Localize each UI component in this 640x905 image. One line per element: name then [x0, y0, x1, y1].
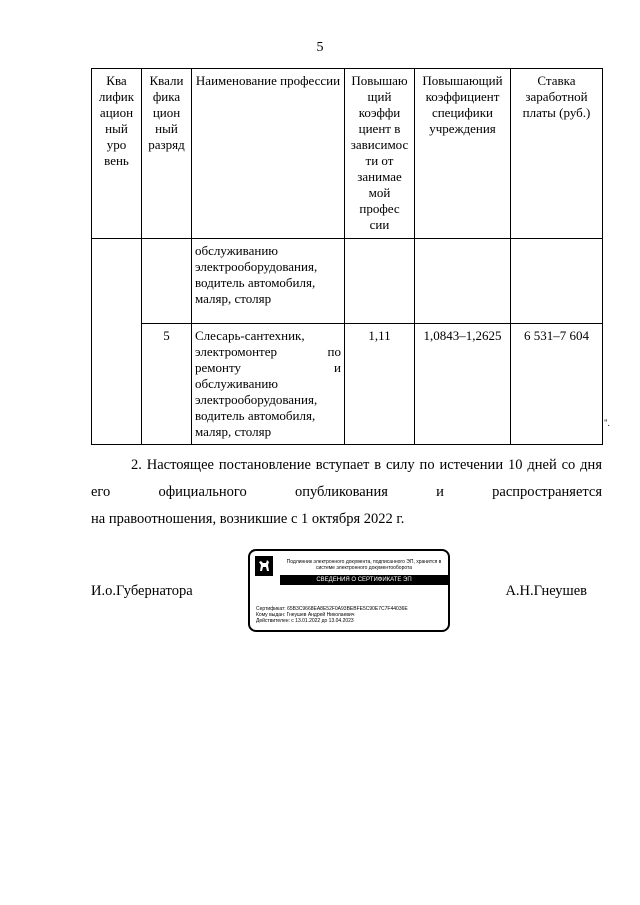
cell-position-coefficient — [345, 239, 415, 324]
cell-institution-coefficient: 1,0843–1,2625 — [415, 324, 511, 445]
cell-grade: 5 — [142, 324, 192, 445]
cell-qualification-level — [92, 239, 142, 445]
stamp-certificate: Сертификат: 65B3C9668EA8E52F0A93BEBFE5C90E7C7F44036E — [256, 606, 408, 612]
cell-grade — [142, 239, 192, 324]
header-salary-rate: Ставка заработной платы (руб.) — [511, 69, 603, 239]
profession-text: обслуживанию электрооборудования, водитель автомобиля, маляр, столяр — [195, 376, 318, 439]
cell-profession: обслуживанию электрооборудования, водитель автомобиля, маляр, столяр — [192, 239, 345, 324]
coat-of-arms-icon — [255, 556, 273, 576]
table-header-row — [92, 69, 603, 239]
cell-salary: 6 531–7 604 — [511, 324, 603, 445]
paragraph-effective-date: 2. Настоящее постановление вступает в силу по истечении 10 дней со дня его официального опубликования и распространяется — [91, 457, 602, 500]
closing-quote: ". — [604, 418, 610, 428]
stamp-heading: СВЕДЕНИЯ О СЕРТИФИКАТЕ ЭП — [280, 575, 448, 585]
signer-title: И.о.Губернатора — [91, 583, 193, 599]
header-qualification-level: Ква лифик ацион ный уро вень — [92, 69, 142, 239]
cell-position-coefficient: 1,11 — [345, 324, 415, 445]
cell-profession — [192, 324, 345, 445]
header-profession-name: Наименование профессии — [192, 69, 345, 239]
signer-name: А.Н.Гнеушев — [505, 583, 587, 599]
stamp-intro-text: Подлинник электронного документа, подписанного ЭП, хранится в системе электронного документооборота — [286, 559, 442, 571]
paragraph-effective-date-end: на правоотношения, возникшие с 1 октября 2022 г. — [91, 511, 405, 527]
table-row — [92, 239, 603, 324]
e-signature-stamp — [248, 549, 450, 632]
profession-text-justified: Слесарь-сантехник, электромонтер по ремонту и — [195, 328, 341, 375]
header-institution-coefficient: Повышающий коэффициент специфики учреждения — [415, 69, 511, 239]
header-position-coefficient: Повышаю щий коэффи циент в зависимос ти от занимае мой профес сии — [345, 69, 415, 239]
header-qualification-grade: Квали фика цион ный разряд — [142, 69, 192, 239]
cell-salary — [511, 239, 603, 324]
table-row — [92, 324, 603, 445]
cell-institution-coefficient — [415, 239, 511, 324]
stamp-owner: Кому выдан: Гнеушев Андрей Николаевич — [256, 612, 355, 618]
stamp-validity: Действителен: с 13.01.2022 до 13.04.2023 — [256, 618, 354, 624]
salary-table — [91, 68, 603, 445]
page-number: 5 — [316, 40, 324, 55]
